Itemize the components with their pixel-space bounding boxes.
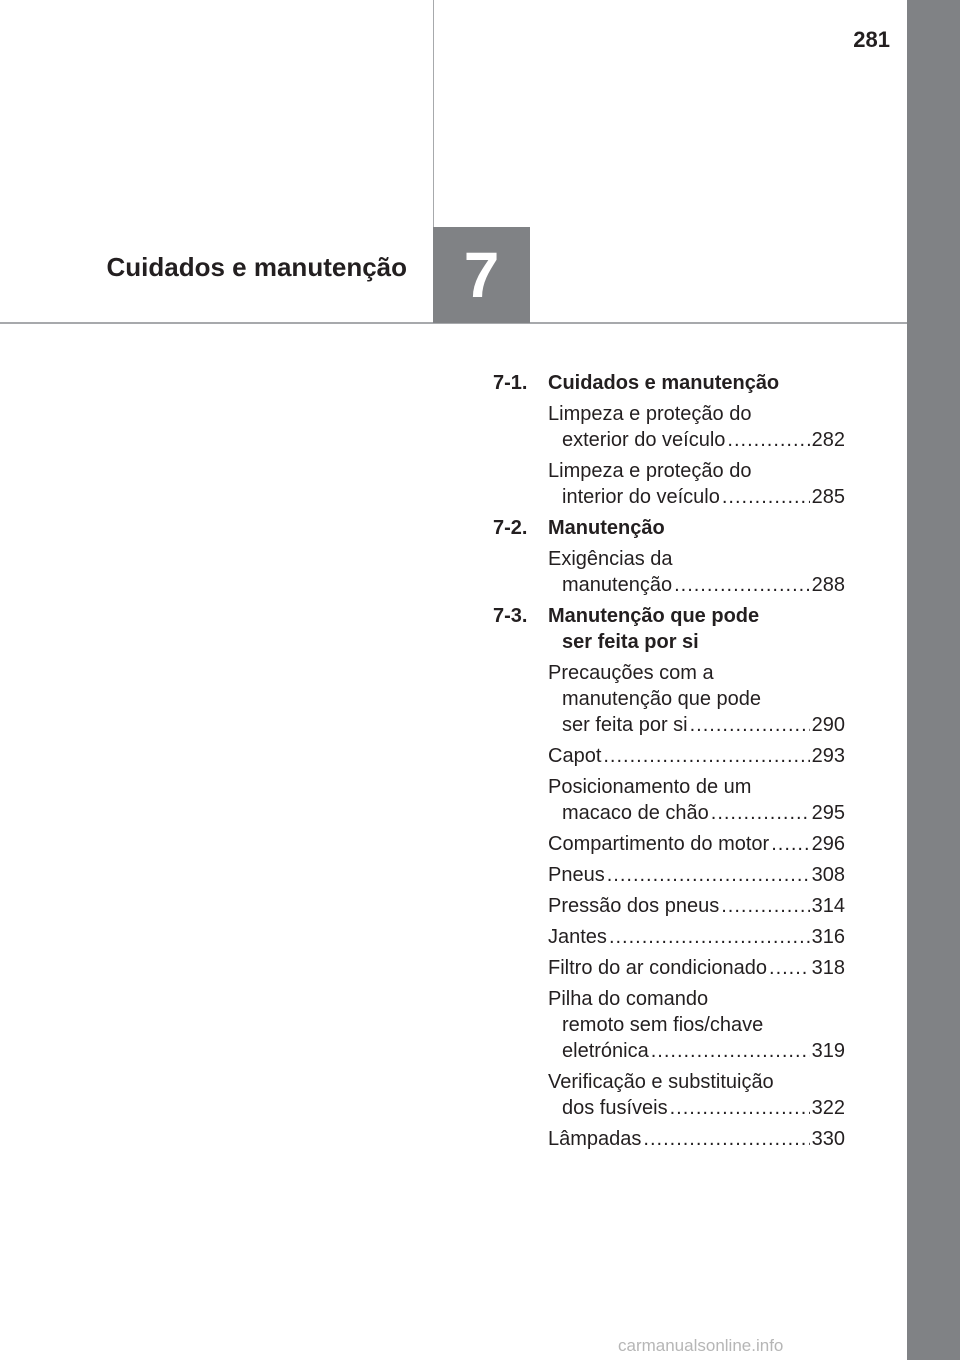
entry-line: Limpeza e proteção do [548,403,752,425]
entry-title: Jantes [548,926,607,948]
toc-section-7-3[interactable] [493,603,845,655]
entry-title: manutenção [562,574,673,596]
dot-leader [690,712,810,738]
entry-title: exterior do veículo [562,429,726,451]
toc-section-7-2[interactable] [493,515,845,541]
entry-line: Limpeza e proteção do [548,460,752,482]
section-number: 7-3. [493,605,528,627]
entry-line: Posicionamento de um [548,776,752,798]
entry-line: Pilha do comando [548,988,709,1010]
entry-line: Precauções com a [548,662,714,684]
entry-page: 318 [811,957,845,979]
entry-page: 293 [811,745,845,767]
toc-entry[interactable] [493,924,845,950]
entry-page: 330 [811,1128,845,1150]
dot-leader [607,862,810,888]
page-number: 281 [853,27,890,52]
entry-page: 295 [811,802,845,824]
entry-line: manutenção que pode [562,688,762,710]
entry-page: 285 [811,486,845,508]
dot-leader [769,955,810,981]
toc-entry[interactable] [493,774,845,826]
vertical-rule [433,0,434,228]
dot-leader [603,743,809,769]
dot-leader [609,924,810,950]
entry-title: Lâmpadas [548,1128,642,1150]
section-number: 7-1. [493,372,528,394]
toc-entry[interactable] [493,831,845,857]
entry-title: Compartimento do motor [548,833,770,855]
toc-entry[interactable] [493,546,845,598]
entry-title: ser feita por si [562,714,688,736]
dot-leader [722,484,810,510]
toc-entry[interactable] [493,986,845,1064]
entry-page: 319 [811,1040,845,1062]
entry-page: 282 [811,429,845,451]
entry-line: Verificação e substituição [548,1071,774,1093]
toc-entry[interactable] [493,862,845,888]
entry-line: Exigências da [548,548,673,570]
toc-entry[interactable] [493,743,845,769]
dot-leader [674,572,810,598]
section-title: Manutenção que pode [548,605,760,627]
entry-page: 288 [811,574,845,596]
entry-title: Pneus [548,864,605,886]
entry-title: Pressão dos pneus [548,895,720,917]
entry-page: 314 [811,895,845,917]
entry-title: Filtro do ar condicionado [548,957,768,979]
watermark: carmanualsonline.info [618,1336,784,1355]
entry-page: 296 [811,833,845,855]
dot-leader [670,1095,810,1121]
dot-leader [727,427,809,453]
entry-title: eletrónica [562,1040,649,1062]
toc-entry[interactable] [493,955,845,981]
toc-entry[interactable] [493,893,845,919]
entry-page: 308 [811,864,845,886]
dot-leader [711,800,810,826]
entry-page: 290 [811,714,845,736]
entry-page: 316 [811,926,845,948]
entry-title: Capot [548,745,602,767]
entry-line: remoto sem fios/chave [562,1014,764,1036]
toc-entry[interactable] [493,660,845,738]
toc-entry[interactable] [493,401,845,453]
entry-page: 322 [811,1097,845,1119]
section-number: 7-2. [493,517,528,539]
dot-leader [771,831,809,857]
toc-entry[interactable] [493,1126,845,1152]
dot-leader [643,1126,809,1152]
table-of-contents [493,370,845,1157]
entry-title: dos fusíveis [562,1097,668,1119]
chapter-number-box [433,227,530,323]
section-title: Manutenção [548,517,665,539]
dot-leader [721,893,809,919]
entry-title: macaco de chão [562,802,709,824]
dot-leader [651,1038,810,1064]
section-title-cont: ser feita por si [562,631,699,653]
toc-entry[interactable] [493,1069,845,1121]
side-thumb-tab [907,0,960,1360]
chapter-number: 7 [463,239,500,311]
section-title: Cuidados e manutenção [548,372,780,394]
entry-title: interior do veículo [562,486,720,508]
chapter-title: Cuidados e manutenção [106,252,407,282]
toc-section-7-1[interactable] [493,370,845,396]
toc-entry[interactable] [493,458,845,510]
